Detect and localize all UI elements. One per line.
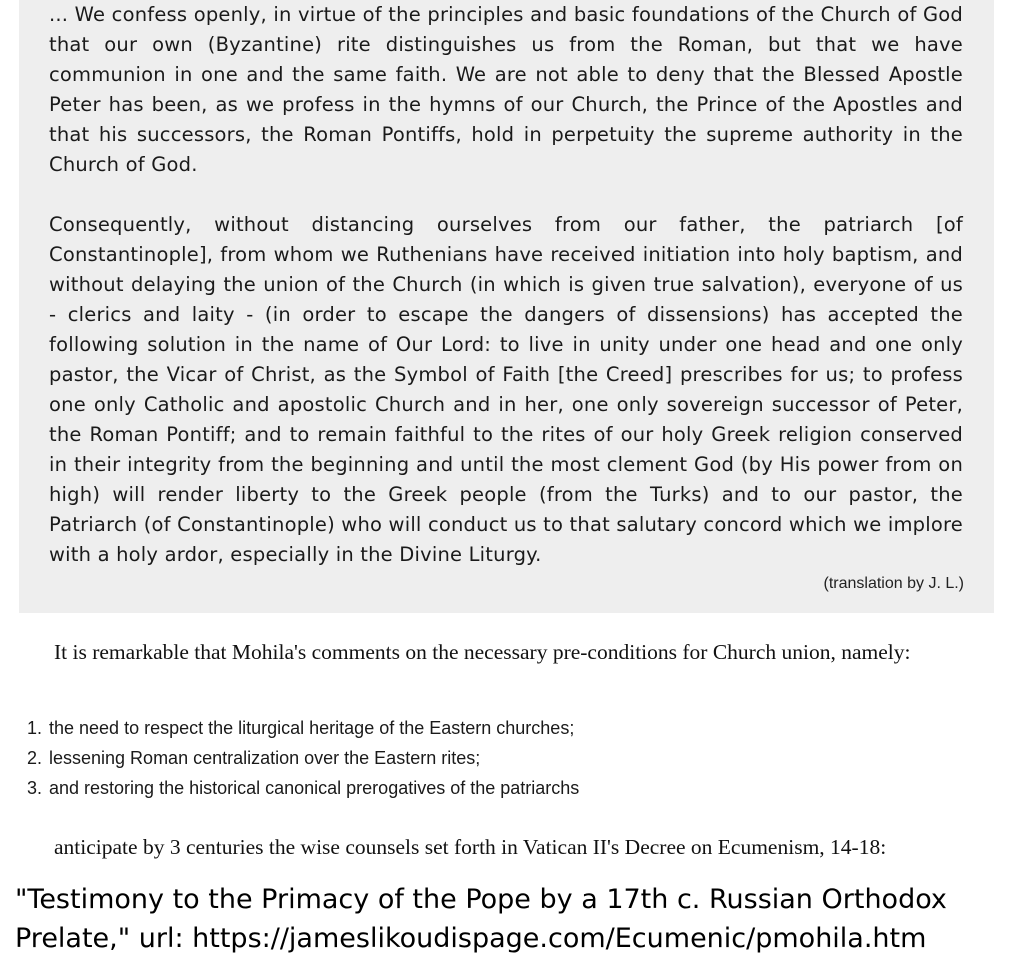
list-item-number: 2. [27, 748, 43, 768]
list-item [0, 743, 1000, 773]
blockquote [19, 0, 994, 613]
quote-paragraph-2: Consequently, without distancing ourselves from our father, the patriarch [of Constantinople], from whom we Ruthenians have received initiation into holy baptism, and without delaying the union of the Church (in which is given true salvation), everyone of us - clerics and laity - (in order to escape the dangers of dissensions) has accepted the following solution in the name of Our Lord: to live in unity under one head and one only pastor, the Vicar of Christ, as the Symbol of Faith [the Creed] prescribes for us; to profess one only Catholic and apostolic Church and in her, one only sovereign successor of Peter, the Roman Pontiff; and to remain faithful to the rites of our holy Greek religion conserved in their integrity from the beginning and until the most clement God (by His power from on high) will render liberty to the Greek people (from the Turks) and to our pastor, the Patriarch (of Constantinople) who will conduct us to that salutary concord which we implore with a holy ardor, especially in the Divine Liturgy. [49, 213, 963, 566]
quote-paragraph-1: ... We confess openly, in virtue of the principles and basic foundations of the Church of God that our own (Byzantine) rite distinguishes us from the Roman, but that we have communion in one and the same faith. We are not able to deny that the Blessed Apostle Peter has been, as we profess in the hymns of our Church, the Prince of the Apostles and that his successors, the Roman Pontiffs, hold in perpetuity the supreme authority in the Church of God. [49, 3, 963, 176]
source-caption: "Testimony to the Primacy of the Pope by a 17th c. Russian Orthodox Prelate," url: https://jameslikoudispage.com/Ecumenic/pmohila.htm [15, 884, 947, 954]
list-item-text: lessening Roman centralization over the Eastern rites; [49, 748, 481, 768]
list-item-text: and restoring the historical canonical prerogatives of the patriarchs [49, 778, 580, 798]
preconditions-list [0, 713, 1000, 803]
list-item [0, 713, 1000, 743]
outro-paragraph: anticipate by 3 centuries the wise counsels set forth in Vatican II's Decree on Ecumenism, 14-18: [54, 835, 887, 859]
translation-attribution: (translation by J. L.) [823, 575, 964, 592]
list-item [0, 773, 1000, 803]
list-item-text: the need to respect the liturgical heritage of the Eastern churches; [49, 718, 575, 738]
intro-paragraph: It is remarkable that Mohila's comments on the necessary pre-conditions for Church union, namely: [54, 640, 911, 664]
list-item-number: 3. [27, 778, 43, 798]
list-item-number: 1. [27, 718, 43, 738]
